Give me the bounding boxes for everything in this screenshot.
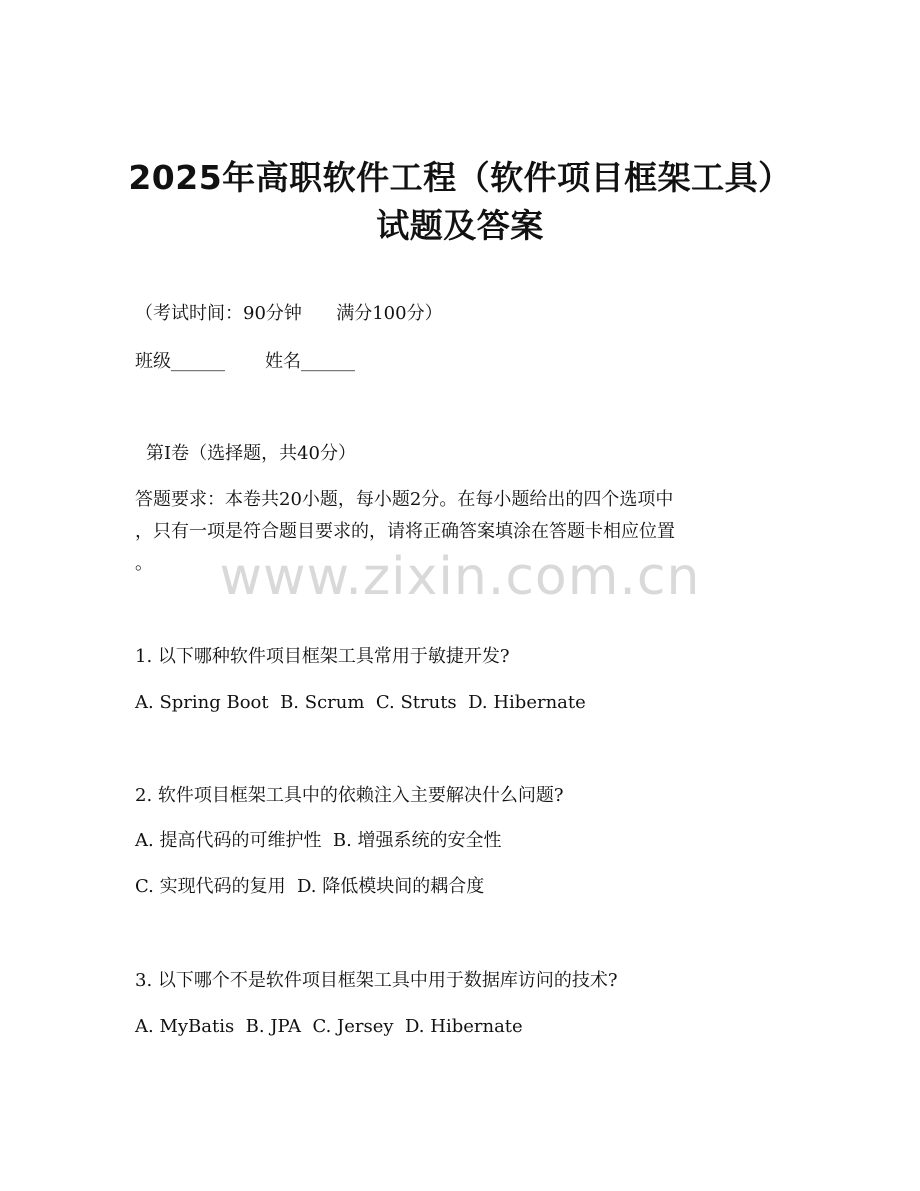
question-1-options: A. Spring Boot B. Scrum C. Struts D. Hibernate bbox=[135, 692, 586, 713]
instructions-line-2: ，只有一项是符合题目要求的，请将正确答案填涂在答题卡相应位置 bbox=[135, 521, 675, 542]
question-3-options: A. MyBatis B. JPA C. Jersey D. Hibernate bbox=[135, 1016, 523, 1037]
exam-info: （考试时间：90分钟 满分100分） bbox=[135, 303, 443, 324]
question-2-stem: 2. 软件项目框架工具中的依赖注入主要解决什么问题? bbox=[135, 785, 564, 806]
question-2-options-line-2: C. 实现代码的复用 D. 降低模块间的耦合度 bbox=[135, 876, 485, 897]
section-heading: 第I卷（选择题，共40分） bbox=[146, 443, 357, 464]
question-2-options-line-1: A. 提高代码的可维护性 B. 增强系统的安全性 bbox=[135, 830, 502, 851]
instructions-line-3: 。 bbox=[135, 553, 153, 574]
document-title-line-2: 试题及答案 bbox=[376, 206, 544, 245]
question-1-stem: 1. 以下哪种软件项目框架工具常用于敏捷开发? bbox=[135, 646, 510, 667]
watermark: www.zixin.com.cn bbox=[219, 547, 701, 607]
instructions-line-1: 答题要求：本卷共20小题，每小题2分。在每小题给出的四个选项中 bbox=[135, 489, 674, 510]
class-name-line: 班级______ 姓名______ bbox=[135, 351, 356, 372]
question-3-stem: 3. 以下哪个不是软件项目框架工具中用于数据库访问的技术? bbox=[135, 970, 618, 991]
document-title-line-1: 2025年高职软件工程（软件项目框架工具） bbox=[128, 158, 792, 197]
